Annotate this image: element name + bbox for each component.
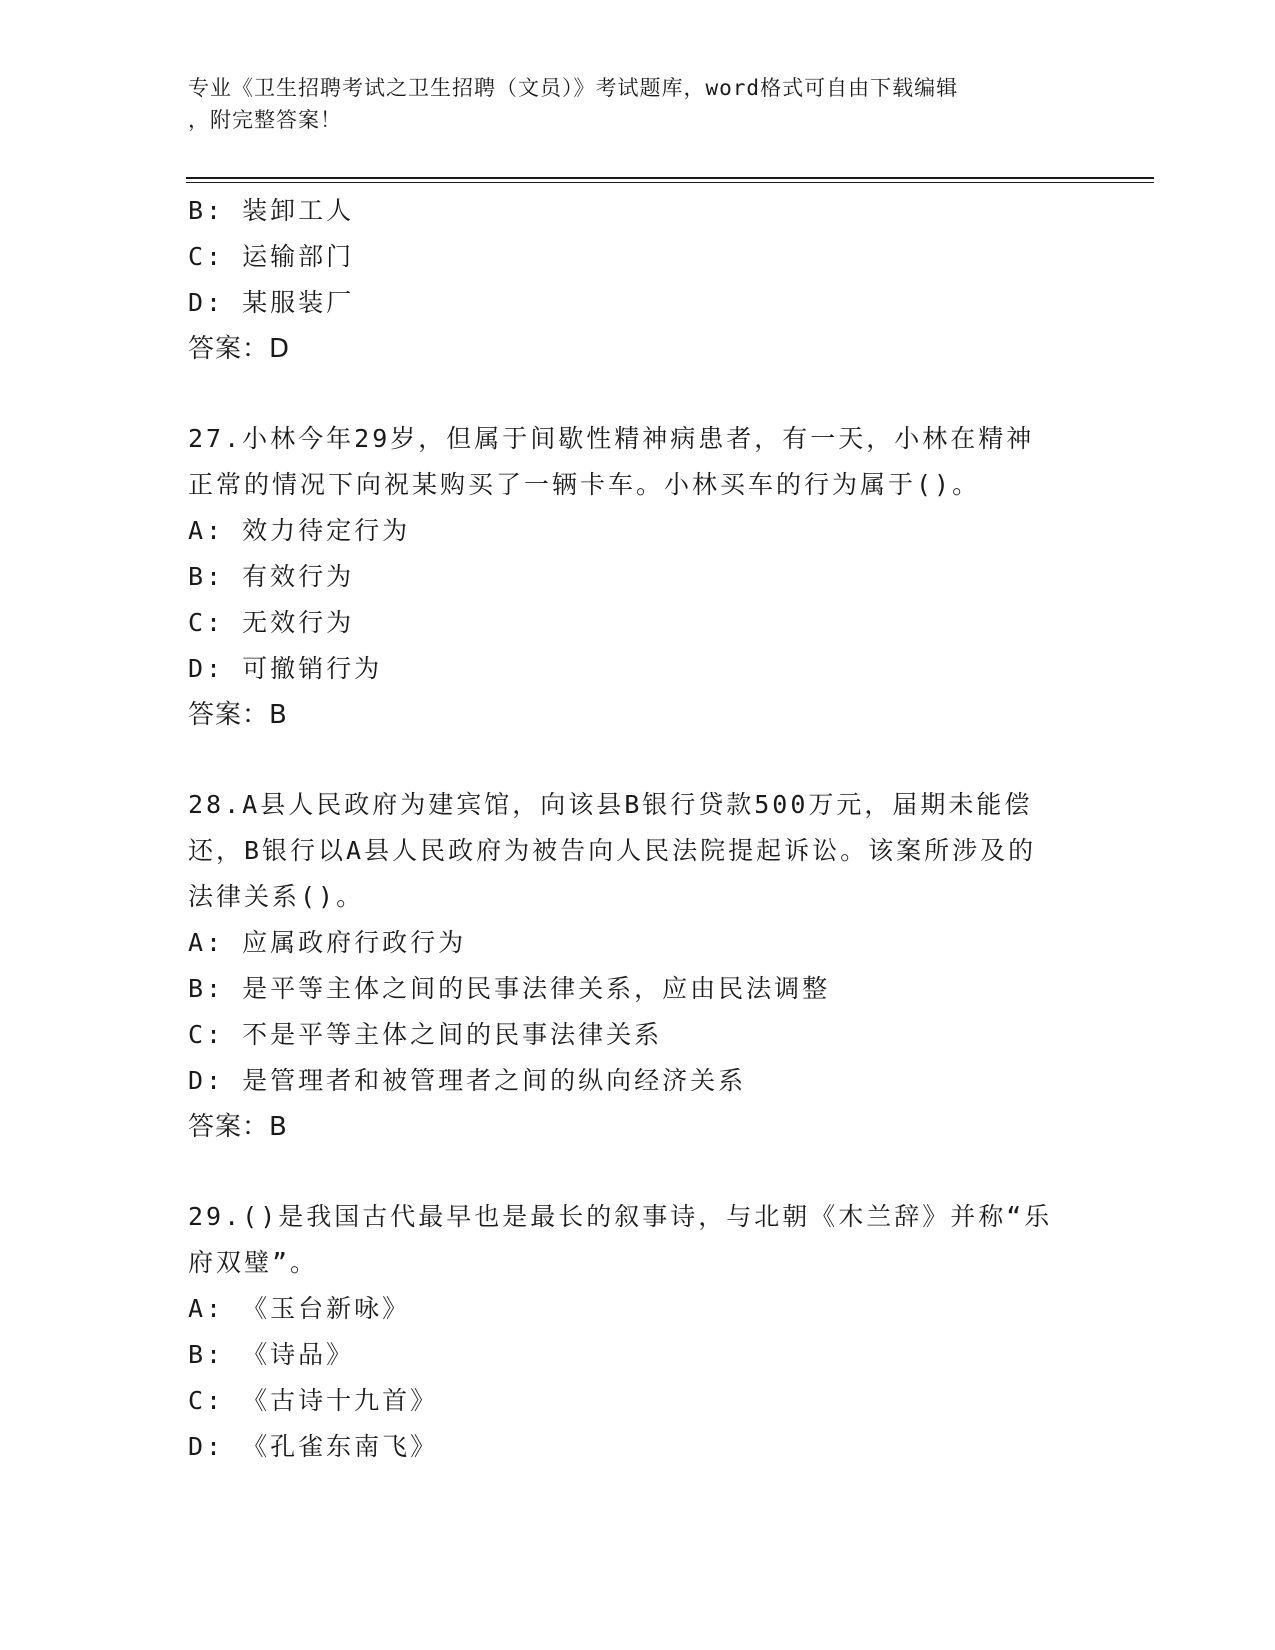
question-gap: [188, 372, 1088, 416]
question-27-stem-line-2: 正常的情况下向祝某购买了一辆卡车。小林买车的行为属于()。: [188, 470, 981, 499]
question-27-block: [188, 416, 1088, 738]
question-29-block: [188, 1194, 1088, 1470]
header-divider-thin: [186, 182, 1154, 183]
question-26-option-b: B: 装卸工人: [188, 196, 355, 225]
header-line-1: 专业《卫生招聘考试之卫生招聘（文员）》考试题库，word格式可自由下载编辑: [188, 76, 959, 100]
question-list: [188, 188, 1088, 1470]
question-26-option-d: D: 某服装厂: [188, 288, 355, 317]
question-28-stem-line-1: 28.A县人民政府为建宾馆，向该县B银行贷款500万元，届期未能偿: [188, 790, 1033, 819]
question-29-option-b: B: 《诗品》: [188, 1340, 355, 1369]
question-26-block: [188, 188, 1088, 372]
question-27-answer: 答案：B: [188, 700, 288, 730]
header-divider-thick: [186, 177, 1154, 179]
question-29-stem-line-2: 府双璧”。: [188, 1248, 319, 1277]
question-26-option-c: C: 运输部门: [188, 242, 355, 271]
question-27-option-c: C: 无效行为: [188, 608, 355, 637]
question-27-option-a: A: 效力待定行为: [188, 516, 411, 545]
question-26-answer: 答案：D: [188, 334, 291, 364]
question-28-stem-line-3: 法律关系()。: [188, 882, 365, 911]
question-27-option-b: B: 有效行为: [188, 562, 355, 591]
question-27-option-d: D: 可撤销行为: [188, 654, 383, 683]
question-28-option-c: C: 不是平等主体之间的民事法律关系: [188, 1020, 663, 1049]
question-27-stem-line-1: 27.小林今年29岁，但属于间歇性精神病患者，有一天，小林在精神: [188, 424, 1035, 453]
question-28-answer: 答案：B: [188, 1112, 288, 1142]
question-gap: [188, 1150, 1088, 1194]
question-28-stem-line-2: 还，B银行以A县人民政府为被告向人民法院提起诉讼。该案所涉及的: [188, 836, 1037, 865]
header-line-2: ，附完整答案！: [188, 108, 342, 132]
question-28-option-d: D: 是管理者和被管理者之间的纵向经济关系: [188, 1066, 747, 1095]
document-header: [188, 72, 1068, 136]
question-gap: [188, 738, 1088, 782]
question-29-option-c: C: 《古诗十九首》: [188, 1386, 439, 1415]
question-28-block: [188, 782, 1088, 1150]
question-29-option-d: D: 《孔雀东南飞》: [188, 1432, 439, 1461]
question-29-stem-line-1: 29.()是我国古代最早也是最长的叙事诗，与北朝《木兰辞》并称“乐: [188, 1202, 1053, 1231]
question-28-option-b: B: 是平等主体之间的民事法律关系，应由民法调整: [188, 974, 831, 1003]
question-29-option-a: A: 《玉台新咏》: [188, 1294, 411, 1323]
question-28-option-a: A: 应属政府行政行为: [188, 928, 467, 957]
